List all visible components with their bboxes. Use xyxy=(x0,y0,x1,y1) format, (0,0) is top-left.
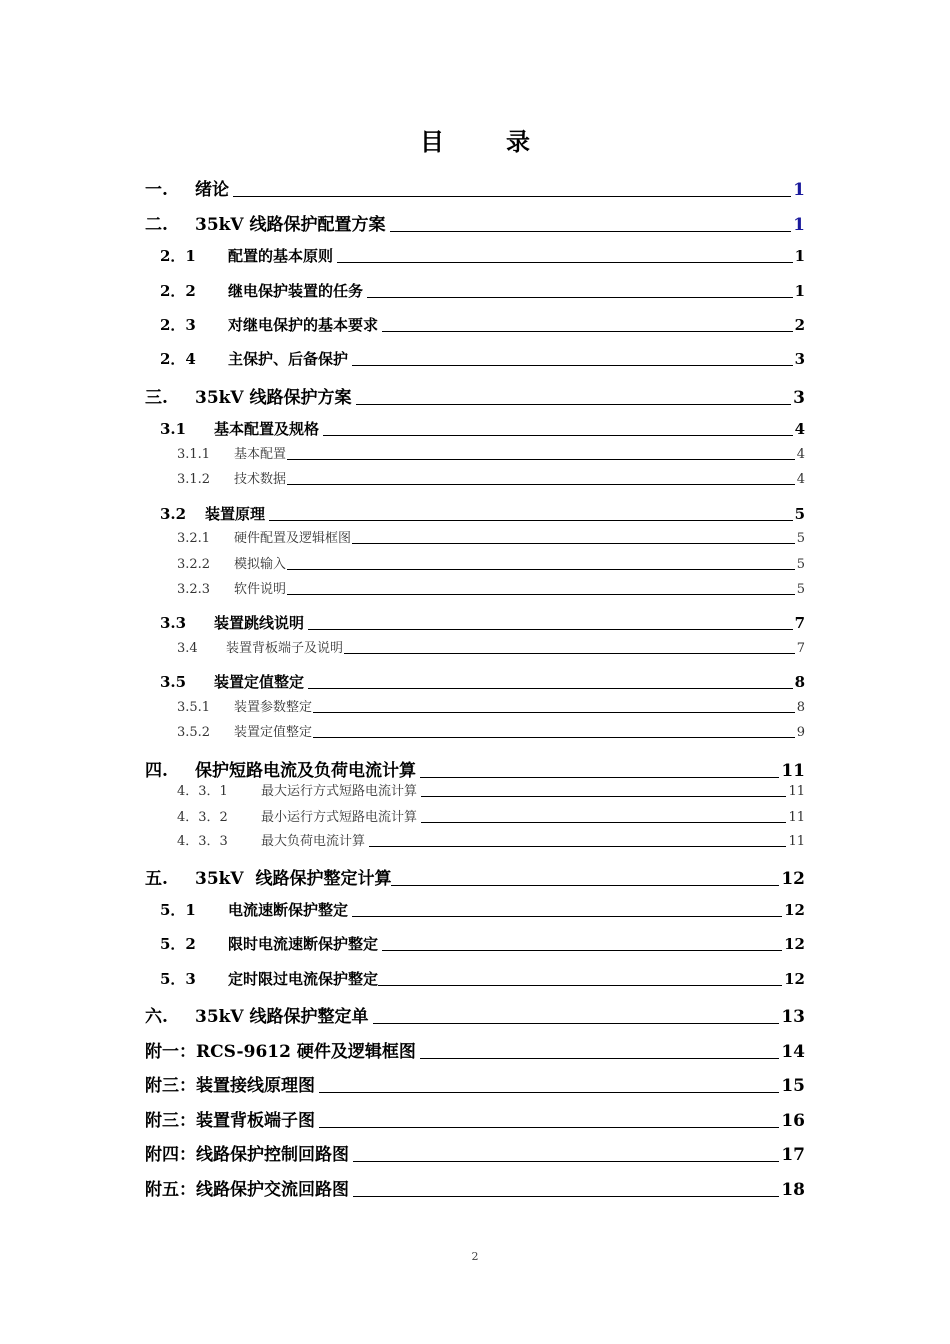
toc-leader-line xyxy=(382,950,782,951)
toc-leader-line xyxy=(421,796,786,797)
toc-leader-line xyxy=(337,262,793,263)
toc-entry[interactable] xyxy=(145,175,805,200)
toc-entry-number: 3.2.1 xyxy=(177,531,211,546)
toc-entry[interactable] xyxy=(160,612,805,633)
toc-entry-number: 六. xyxy=(145,1007,168,1027)
toc-entry-title: 附四：线路保护控制回路图 xyxy=(145,1145,349,1165)
toc-entry[interactable] xyxy=(160,245,805,266)
toc-entry[interactable] xyxy=(177,468,805,487)
toc-entry-title: 装置定值整定 xyxy=(214,673,305,691)
toc-leader-line xyxy=(373,1023,780,1024)
toc-entry-number: 3.5.1 xyxy=(177,700,211,715)
toc-entry-title: 基本配置 xyxy=(234,447,287,462)
toc-entry[interactable] xyxy=(160,314,805,335)
toc-entry-number: 4．3．3 xyxy=(177,834,228,849)
toc-leader-line xyxy=(308,629,793,630)
toc-entry-title: 继电保护装置的任务 xyxy=(228,282,364,300)
toc-entry-page: 13 xyxy=(781,1007,805,1027)
toc-entry-title: 装置跳线说明 xyxy=(214,614,305,632)
toc-entry-page: 1 xyxy=(793,180,805,200)
toc-leader-line xyxy=(313,712,795,713)
toc-entry[interactable] xyxy=(177,830,805,849)
toc-leader-line xyxy=(420,777,779,778)
toc-entry-page: 5 xyxy=(796,582,805,597)
toc-leader-line xyxy=(382,331,793,332)
toc-leader-line xyxy=(233,196,791,197)
toc-entry[interactable] xyxy=(160,348,805,369)
toc-entry[interactable] xyxy=(145,1106,805,1131)
toc-entry[interactable] xyxy=(145,864,805,889)
toc-entry-number: 2．2 xyxy=(160,282,196,300)
toc-leader-line xyxy=(344,653,795,654)
toc-entry-title: 最小运行方式短路电流计算 xyxy=(261,810,418,825)
toc-leader-line xyxy=(319,1092,779,1093)
toc-entry[interactable] xyxy=(177,553,805,572)
toc-leader-line xyxy=(269,520,793,521)
toc-title-char-1: 目 xyxy=(420,127,444,156)
toc-leader-line xyxy=(420,1058,779,1059)
toc-entry[interactable] xyxy=(177,443,805,462)
toc-entry-number: 3.2.2 xyxy=(177,557,211,572)
toc-entry-page: 3 xyxy=(793,388,805,408)
toc-entry[interactable] xyxy=(177,806,805,825)
toc-entry-title: 硬件配置及逻辑框图 xyxy=(234,531,352,546)
toc-leader-line xyxy=(353,1161,779,1162)
toc-entry-page: 11 xyxy=(788,784,805,799)
toc-entry-page: 16 xyxy=(781,1111,805,1131)
toc-leader-line xyxy=(356,404,792,405)
toc-entry-page: 17 xyxy=(781,1145,805,1165)
toc-entry-number: 5．3 xyxy=(160,970,196,988)
toc-entry[interactable] xyxy=(145,756,805,781)
toc-entry-page: 12 xyxy=(781,869,805,889)
toc-entry-title: 限时电流速断保护整定 xyxy=(228,935,379,953)
toc-entry-page: 18 xyxy=(781,1180,805,1200)
toc-entry[interactable] xyxy=(145,1175,805,1200)
toc-entry-page: 4 xyxy=(796,447,805,462)
toc-leader-line xyxy=(352,365,793,366)
toc-entry[interactable] xyxy=(145,1140,805,1165)
toc-entry-page: 5 xyxy=(796,557,805,572)
toc-entry-title: 附五：线路保护交流回路图 xyxy=(145,1180,349,1200)
toc-entry-number: 5．2 xyxy=(160,935,196,953)
toc-entry-title: 保护短路电流及负荷电流计算 xyxy=(195,761,416,781)
toc-leader-line xyxy=(378,985,782,986)
toc-entry-number: 3.1.1 xyxy=(177,447,211,462)
toc-entry-page: 7 xyxy=(794,614,805,632)
toc-leader-line xyxy=(287,569,795,570)
toc-entry-number: 3.5.2 xyxy=(177,725,211,740)
toc-entry[interactable] xyxy=(160,503,805,524)
toc-entry-number: 3.2 xyxy=(160,505,187,523)
toc-entry-number: 4．3．1 xyxy=(177,784,228,799)
toc-entry-title: 配置的基本原则 xyxy=(228,247,334,265)
toc-entry-title: 装置参数整定 xyxy=(234,700,313,715)
toc-entry-number: 四. xyxy=(145,761,168,781)
toc-leader-line xyxy=(308,688,793,689)
toc-entry-number: 3.3 xyxy=(160,614,187,632)
toc-entry-page: 15 xyxy=(781,1076,805,1096)
toc-entry-page: 12 xyxy=(784,970,805,988)
toc-entry-page: 8 xyxy=(794,673,805,691)
toc-entry-number: 4．3．2 xyxy=(177,810,228,825)
toc-entry-page: 11 xyxy=(781,761,805,781)
toc-leader-line xyxy=(352,543,795,544)
toc-entry[interactable] xyxy=(177,696,805,715)
toc-leader-line xyxy=(313,737,795,738)
toc-leader-line xyxy=(287,594,795,595)
toc-entry-title: 装置定值整定 xyxy=(234,725,313,740)
toc-entry-title: 最大负荷电流计算 xyxy=(261,834,366,849)
toc-entry-page: 8 xyxy=(796,700,805,715)
toc-entry-number: 五. xyxy=(145,869,168,889)
toc-entry-page: 5 xyxy=(794,505,805,523)
toc-entry-page: 9 xyxy=(796,725,805,740)
toc-entry-page: 12 xyxy=(784,901,805,919)
toc-entry-page: 1 xyxy=(794,247,805,265)
toc-entry-page: 11 xyxy=(788,810,805,825)
toc-entry-number: 一. xyxy=(145,180,168,200)
toc-entry-page: 12 xyxy=(784,935,805,953)
toc-entry-number: 2．1 xyxy=(160,247,196,265)
toc-entry-page: 14 xyxy=(781,1042,805,1062)
toc-entry-title: 装置背板端子及说明 xyxy=(226,641,344,656)
toc-entry-number: 3.2.3 xyxy=(177,582,211,597)
toc-entry-page: 4 xyxy=(796,472,805,487)
toc-entry[interactable] xyxy=(145,1037,805,1062)
toc-entry-page: 5 xyxy=(796,531,805,546)
toc-leader-line xyxy=(319,1127,779,1128)
toc-entry-number: 5．1 xyxy=(160,901,196,919)
toc-entry[interactable] xyxy=(177,527,805,546)
toc-entry[interactable] xyxy=(177,780,805,799)
toc-leader-line xyxy=(421,822,786,823)
toc-entry-title: 35kV 线路保护配置方案 xyxy=(195,215,386,235)
toc-entry[interactable] xyxy=(177,578,805,597)
toc-entry-title: 绪论 xyxy=(195,180,229,200)
toc-leader-line xyxy=(323,435,793,436)
toc-entry-number: 2．3 xyxy=(160,316,196,334)
toc-entry[interactable] xyxy=(145,383,805,408)
toc-entry-title: 主保护、后备保护 xyxy=(228,350,349,368)
toc-entry-page: 2 xyxy=(794,316,805,334)
toc-entry-title: 对继电保护的基本要求 xyxy=(228,316,379,334)
toc-leader-line xyxy=(287,484,795,485)
toc-leader-line xyxy=(367,297,793,298)
toc-entry[interactable] xyxy=(160,933,805,954)
toc-entry[interactable] xyxy=(177,637,805,656)
toc-entry[interactable] xyxy=(160,280,805,301)
toc-entry-number: 3.4 xyxy=(177,641,198,656)
toc-entry[interactable] xyxy=(160,899,805,920)
toc-entry-page: 11 xyxy=(788,834,805,849)
toc-entry-title: 35kV 线路保护整定计算 xyxy=(195,869,392,889)
toc-leader-line xyxy=(369,846,786,847)
page-number: 2 xyxy=(471,1250,479,1263)
toc-entry-number: 3.5 xyxy=(160,673,187,691)
toc-entry-number: 2．4 xyxy=(160,350,196,368)
toc-title-char-2: 录 xyxy=(506,127,530,156)
toc-entry-title: 定时限过电流保护整定 xyxy=(228,970,379,988)
toc-entry[interactable] xyxy=(160,968,805,989)
toc-leader-line xyxy=(287,459,795,460)
toc-entry-title: 电流速断保护整定 xyxy=(228,901,349,919)
toc-entry-page: 7 xyxy=(796,641,805,656)
toc-entry-title: 附三：装置接线原理图 xyxy=(145,1076,315,1096)
toc-entry[interactable] xyxy=(160,418,805,439)
toc-leader-line xyxy=(352,916,782,917)
toc-entry-title: 模拟输入 xyxy=(234,557,287,572)
toc-entry-number: 3.1 xyxy=(160,420,187,438)
toc-entry[interactable] xyxy=(145,210,805,235)
toc-leader-line xyxy=(353,1196,779,1197)
toc-entry-page: 1 xyxy=(794,282,805,300)
toc-entry[interactable] xyxy=(145,1002,805,1027)
toc-entry[interactable] xyxy=(160,671,805,692)
toc-entry-title: 最大运行方式短路电流计算 xyxy=(261,784,418,799)
toc-entry-title: 35kV 线路保护整定单 xyxy=(195,1007,369,1027)
toc-entry-page: 4 xyxy=(794,420,805,438)
toc-entry-title: 基本配置及规格 xyxy=(214,420,320,438)
toc-entry[interactable] xyxy=(145,1071,805,1096)
toc-entry-title: 附三：装置背板端子图 xyxy=(145,1111,315,1131)
toc-entry-title: 装置原理 xyxy=(205,505,266,523)
toc-entry-title: 技术数据 xyxy=(234,472,287,487)
toc-entry[interactable] xyxy=(177,721,805,740)
toc-entry-title: 35kV 线路保护方案 xyxy=(195,388,352,408)
toc-leader-line xyxy=(390,231,792,232)
toc-entry-title: 附一：RCS-9612 硬件及逻辑框图 xyxy=(145,1042,416,1062)
toc-entry-page: 3 xyxy=(794,350,805,368)
toc-entry-title: 软件说明 xyxy=(234,582,287,597)
toc-leader-line xyxy=(391,885,779,886)
toc-entry-number: 3.1.2 xyxy=(177,472,211,487)
toc-entry-page: 1 xyxy=(793,215,805,235)
toc-entry-number: 二. xyxy=(145,215,168,235)
toc-entry-number: 三. xyxy=(145,388,168,408)
